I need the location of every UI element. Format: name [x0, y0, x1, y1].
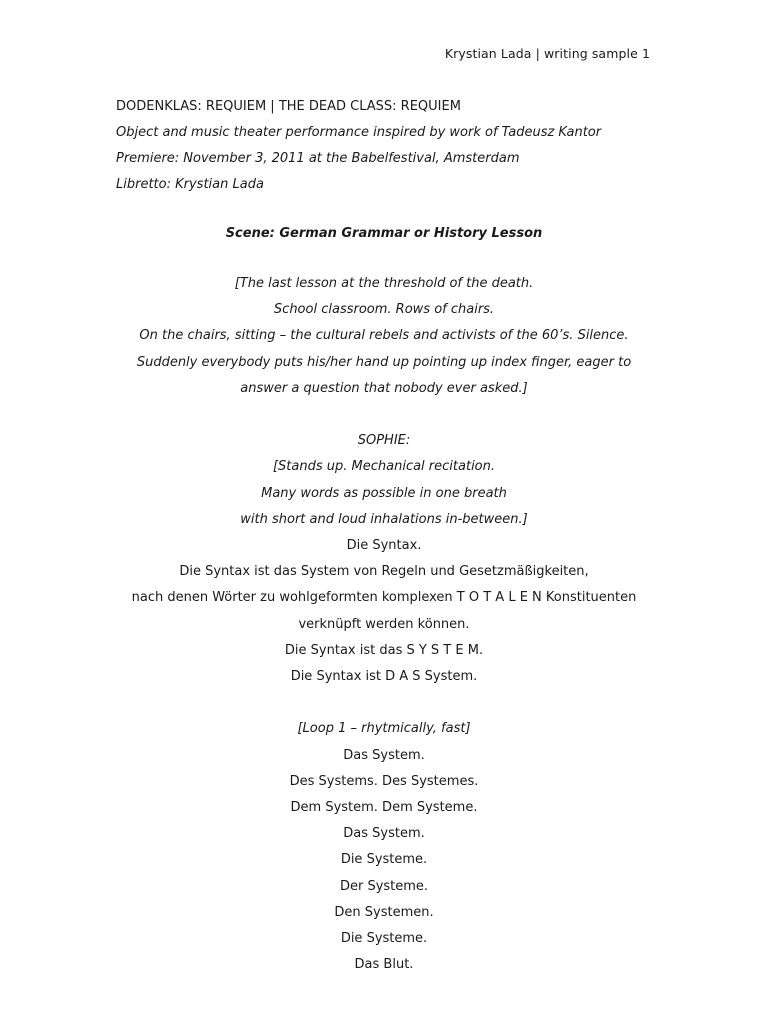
direction-line: Many words as possible in one breath — [261, 485, 507, 501]
loop-line: Der Systeme. — [339, 878, 429, 894]
direction-line: [Stands up. Mechanical recitation. — [272, 459, 495, 475]
loop-line: Die Systeme. — [340, 852, 428, 868]
opening-stage-direction — [0, 271, 768, 402]
loop-line: Das System. — [343, 826, 425, 842]
loop-direction: [Loop 1 – rhytmically, fast] — [297, 721, 471, 737]
loop-line: Das Blut. — [354, 957, 414, 973]
speech-line: Die Syntax ist das System von Regeln und Gesetzmäßigkeiten, — [179, 564, 589, 580]
loop-line: Die Systeme. — [340, 931, 428, 947]
spacer — [0, 690, 768, 716]
title-block — [116, 94, 601, 198]
speaker-name: SOPHIE: — [357, 433, 411, 449]
direction-line: with short and loud inhalations in-between.] — [240, 511, 528, 527]
loop-line: Des Systems. Des Systemes. — [289, 773, 479, 789]
direction-line: answer a question that nobody ever asked.] — [240, 380, 528, 396]
premiere-line: Premiere: November 3, 2011 at the Babelfestival, Amsterdam — [116, 151, 520, 166]
speech-line: Die Syntax ist das S Y S T E M. — [284, 642, 484, 658]
running-head: Krystian Lada | writing sample 1 — [444, 46, 650, 61]
loop-line: Das System. — [343, 747, 425, 763]
direction-line: Suddenly everybody puts his/her hand up pointing up index finger, eager to — [136, 354, 632, 370]
speech-line: nach denen Wörter zu wohlgeformten komplexen T O T A L E N Konstituenten — [131, 590, 637, 606]
direction-line: On the chairs, sitting – the cultural rebels and activists of the 60’s. Silence. — [139, 328, 629, 344]
play-title: DODENKLAS: REQUIEM | THE DEAD CLASS: REQUIEM — [116, 99, 461, 114]
speech-line: Die Syntax ist D A S System. — [290, 669, 478, 685]
speech-line: verknüpft werden können. — [298, 616, 470, 632]
scene-title: Scene: German Grammar or History Lesson — [225, 226, 543, 241]
spacer — [0, 402, 768, 428]
script-body — [0, 271, 768, 978]
speaker-stage-direction — [0, 454, 768, 533]
libretto-line: Libretto: Krystian Lada — [116, 177, 264, 192]
loop-line: Dem System. Dem Systeme. — [290, 800, 478, 816]
direction-line: School classroom. Rows of chairs. — [273, 302, 495, 318]
play-subtitle: Object and music theater performance inspired by work of Tadeusz Kantor — [116, 125, 602, 140]
direction-line: [The last lesson at the threshold of the death. — [234, 276, 534, 291]
loop-block — [0, 743, 768, 979]
speech-block — [0, 533, 768, 690]
loop-line: Den Systemen. — [334, 904, 434, 920]
speech-line: Die Syntax. — [346, 538, 422, 554]
